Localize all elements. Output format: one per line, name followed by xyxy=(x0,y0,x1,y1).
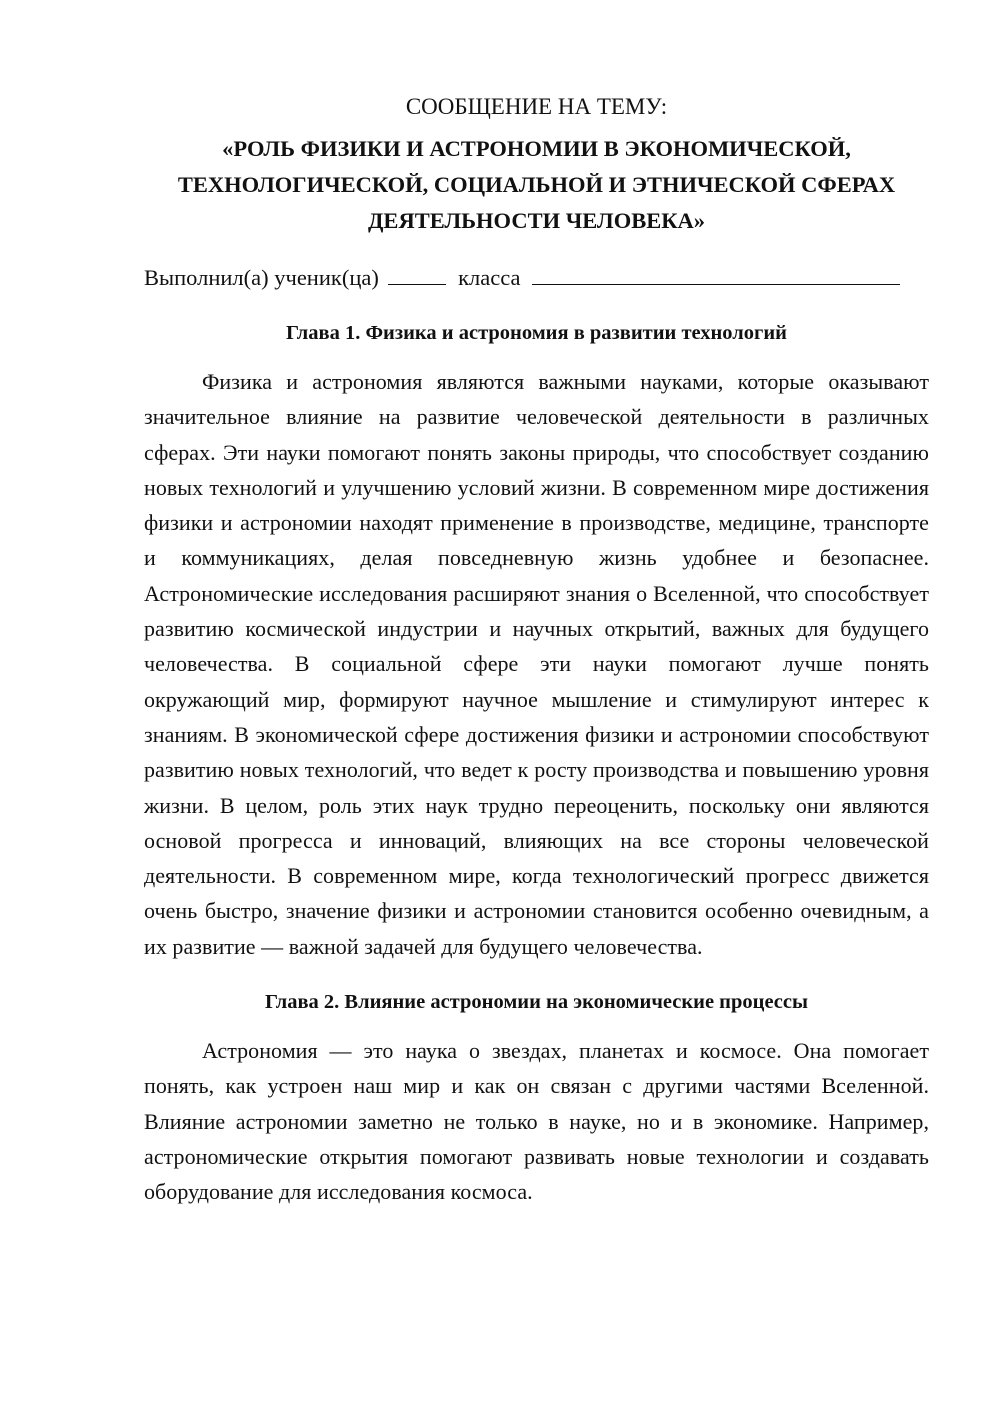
document-page xyxy=(144,92,929,1210)
chapter-1-heading: Глава 1. Физика и астрономия в развитии технологий xyxy=(286,322,787,344)
document-title xyxy=(144,131,929,239)
chapter-2-heading: Глава 2. Влияние астрономии на экономические процессы xyxy=(264,991,809,1014)
grade-blank-field xyxy=(388,266,446,285)
student-label: Выполнил(а) ученик(ца) xyxy=(144,265,379,290)
title-line-1: «РОЛЬ ФИЗИКИ И АСТРОНОМИИ В ЭКОНОМИЧЕСКОЙ, xyxy=(222,136,851,161)
class-label: класса xyxy=(458,265,521,290)
chapter-2-paragraph: Астрономия — это наука о звездах, планетах и космосе. Она помогает понять, как устроен наш мир и как он связан с другими частями Вселенной. Влияние астрономии заметно не только в науке, но и в экономике. Например, астрономические открытия помогают развивать новые технологии и создавать оборудование для исследования космоса. xyxy=(144,1038,929,1205)
title-line-2: ТЕХНОЛОГИЧЕСКОЙ, СОЦИАЛЬНОЙ И ЭТНИЧЕСКОЙ СФЕРАХ xyxy=(177,172,896,197)
name-blank-field xyxy=(532,266,900,285)
student-info-line xyxy=(144,263,929,293)
chapter-1-paragraph: Физика и астрономия являются важными науками, которые оказывают значительное влияние на развитие человеческой деятельности в различных сферах. Эти науки помогают понять законы природы, что способствует созданию новых технологий и улучшению условий жизни. В современном мире достижения физики и астрономии находят применение в производстве, медицине, транспорте и коммуникациях, делая повседневную жизнь удобнее и безопаснее. Астрономические исследования расширяют знания о Вселенной, что способствует развитию космической индустрии и научных открытий, важных для будущего человечества. В социальной сфере эти науки помогают лучше понять окружающий мир, формируют научное мышление и стимулируют интерес к знаниям. В экономической сфере достижения физики и астрономии способствуют развитию новых технологий, что ведет к росту производства и повышению уровня жизни. В целом, роль этих наук трудно переоценить, поскольку они являются основой прогресса и инноваций, влияющих на все стороны человеческой деятельности. В современном мире, когда технологический прогресс движется очень быстро, значение физики и астрономии становится особенно очевидным, а их развитие — важной задачей для будущего человечества. xyxy=(144,369,929,959)
subject-line: СООБЩЕНИЕ НА ТЕМУ: xyxy=(405,94,668,119)
title-line-3: ДЕЯТЕЛЬНОСТИ ЧЕЛОВЕКА» xyxy=(367,208,706,233)
